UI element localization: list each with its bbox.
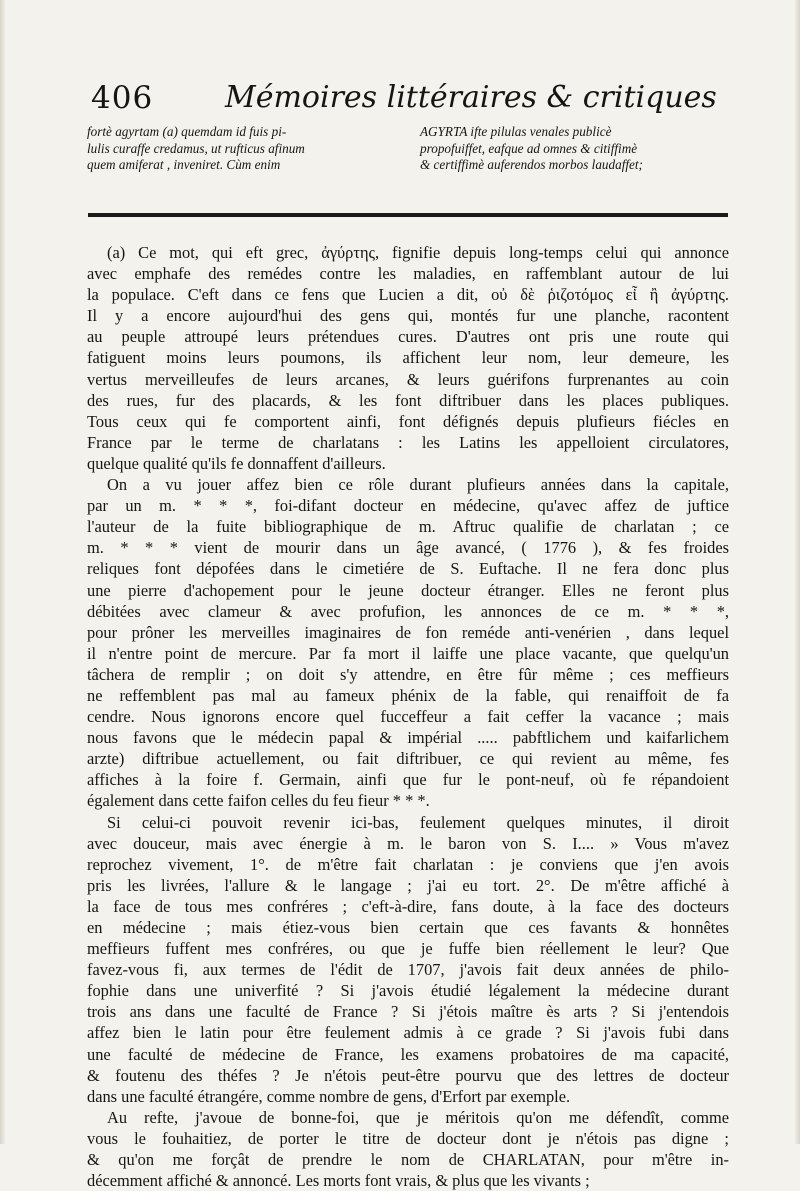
latin-line: AGYRTA ifte pilulas venales publicè: [420, 124, 612, 139]
footnote-line: France par le terme de charlatans : les Latins les appelloient circulatores,: [87, 432, 729, 452]
page-number: 406: [91, 80, 154, 116]
footnote-line: Si celui-ci pouvoit revenir ici-bas, feulement quelques minutes, il diroit: [107, 812, 729, 832]
footnote-line: fatiguent moins leurs poumons, ils affichent leur nom, leur demeure, les: [87, 348, 729, 368]
footnote-line: reliques font dépofées dans le cimetiére de S. Euftache. Il ne fera donc plus: [87, 559, 729, 579]
footnote-line: affiches à la foire f. Germain, ainfi que fur le pont-neuf, où fe répandoient: [87, 770, 729, 790]
footnote-line: également dans cette faifon celles du feu fieur * * *.: [87, 791, 430, 811]
footnote-line: ne reffemblent pas mal au fameux phénix de la fable, qui renaiffoit de fa: [87, 685, 729, 705]
latin-line: quem amiferat , inveniret. Cùm enim: [87, 157, 281, 172]
footnote-line: arzte) diftribue actuellement, ou fait diftribuer, ce qui revient au même, fes: [87, 749, 729, 769]
page-header: [85, 80, 725, 120]
latin-line: propofuiffet, eafque ad omnes & citiffimè: [420, 140, 638, 156]
footnote-line: avec emphafe des remédes contre les maladies, en raffemblant autour de lui: [87, 264, 729, 284]
footnote-line: fophie dans une univerfité ? Si j'avois étudié légalement la médecine durant: [87, 981, 729, 1001]
latin-line: fortè agyrtam (a) quemdam id fuis pi-: [87, 124, 287, 139]
footnote-line: & qu'on me forçât de prendre le nom de CHARLATAN, pour m'être in-: [87, 1150, 729, 1170]
footnote-line: des rues, fur des placards, & les font diftribuer dans les places publiques.: [87, 390, 729, 410]
footnote-line: & foutenu des théfes ? Je n'étois peut-être pourvu que des lettres de docteur: [87, 1065, 729, 1085]
footnote-line: l'auteur de la fuite bibliographique de m. Aftruc qualifie de charlatan ; ce: [87, 517, 729, 537]
footnote-line: cendre. Nous ignorons encore quel fucceffeur a fait ceffer la vacance ; mais: [87, 707, 729, 727]
footnote-line: dans une faculté étrangére, comme nombre de gens, d'Erfort par exemple.: [87, 1086, 571, 1106]
latin-line: lulis curaffe credamus, ut rufticus afinum: [87, 140, 305, 156]
footnote-line: trois ans dans une faculté de France ? Si j'étois maître ès arts ? Si j'entendois: [87, 1002, 729, 1022]
footnote-line: On a vu jouer affez bien ce rôle durant plufieurs années dans la capitale,: [107, 475, 729, 495]
running-title: Mémoires littéraires & critiques: [225, 80, 717, 115]
footnote-line: nous favons que le médecin papal & impérial ..... pabftlichem und kaifarlichem: [87, 728, 729, 748]
footnote-line: (a) Ce mot, qui eft grec, ἀγύρτης, fignifie depuis long-temps celui qui annonce: [107, 243, 729, 262]
footnote-line: la face de tous mes confréres ; c'eft-à-dire, fans doute, à la face des docteurs: [87, 896, 729, 916]
page-edge-left: [0, 0, 6, 1144]
footnote-text: [87, 242, 729, 1191]
footnote-line: Au refte, j'avoue de bonne-foi, que je méritois qu'on me défendît, comme: [107, 1107, 729, 1127]
footnote-line: une pierre d'achopement pour le jeune docteur étranger. Elles ne feront plus: [87, 580, 729, 600]
footnote-line: affez bien le latin pour être feulement admis à ce grade ? Si j'avois fubi dans: [87, 1023, 729, 1043]
footnote-line: tâchera de remplir ; on doit s'y attendre, en être fûr même ; ces meffieurs: [87, 664, 729, 684]
footnote-line: en médecine ; mais étiez-vous bien certain que ces favants & honnêtes: [87, 918, 729, 937]
footnote-line: vous le fouhaitiez, de porter le titre de docteur dont je n'étois pas digne ;: [87, 1128, 729, 1148]
footnote-line: la populace. C'eft dans ce fens que Lucien a dit, οὐ δὲ ῥιζοτόμος εἶ ἢ ἀγύρτης.: [87, 285, 729, 305]
footnote-line: par un m. * * *, foi-difant docteur en médecine, qu'avec affez de juftice: [87, 496, 729, 516]
footnote-line: Il y a encore aujourd'hui des gens qui, montés fur une planche, racontent: [87, 306, 729, 326]
footnote-line: il n'entre point de mercure. Par fa mort il laiffe une place vacante, que quelqu'un: [87, 643, 729, 663]
footnote-line: avec douceur, mais avec énergie à m. le baron von S. I.... » Vous m'avez: [87, 833, 729, 853]
footnote-line: au peuple attroupé leurs prétendues cures. D'autres ont pris une route qui: [87, 327, 729, 347]
latin-column-right: [420, 124, 740, 174]
latin-line: & certiffimè auferendos morbos laudaffet;: [420, 157, 643, 172]
footnote-line: pour prôner les merveilles imaginaires de fon reméde anti-venérien , dans lequel: [87, 622, 729, 642]
footnote-line: quelque qualité qu'ils fe donnaffent d'ailleurs.: [87, 453, 386, 473]
footnote-line: une faculté de médecine de France, les examens probatoires de ma capacité,: [87, 1044, 729, 1064]
footnote-line: meffieurs fuffent mes confréres, ou que je fuffe bien réellement le leur? Que: [87, 939, 729, 959]
footnote-separator-rule: [88, 213, 728, 217]
footnote-line: pris les livrées, l'allure & le langage ; j'ai eu tort. 2°. De m'être affiché à: [87, 875, 729, 895]
footnote-line: décemment affiché & annoncé. Les morts font vrais, & plus que les vivants ;: [87, 1171, 590, 1191]
page-edge-right: [794, 0, 800, 1144]
latin-column-left: [87, 124, 407, 174]
footnote-line: reprochez vivement, 1°. de m'être fait charlatan : je conviens que j'en avois: [87, 854, 729, 874]
footnote-line: m. * * * vient de mourir dans un âge avancé, ( 1776 ), & fes froides: [87, 538, 729, 558]
footnote-line: vertus merveilleufes de leurs arcanes, & leurs guérifons furprenantes au coin: [87, 369, 729, 389]
footnote-line: débitées avec clameur & avec profufion, les annonces de ce m. * * *,: [87, 601, 729, 621]
footnote-line: Tous ceux qui fe comportent ainfi, font défignés depuis plufieurs fiécles en: [87, 411, 729, 431]
footnote-line: favez-vous fi, aux termes de l'édit de 1707, j'avois fait deux années de philo-: [87, 960, 729, 980]
